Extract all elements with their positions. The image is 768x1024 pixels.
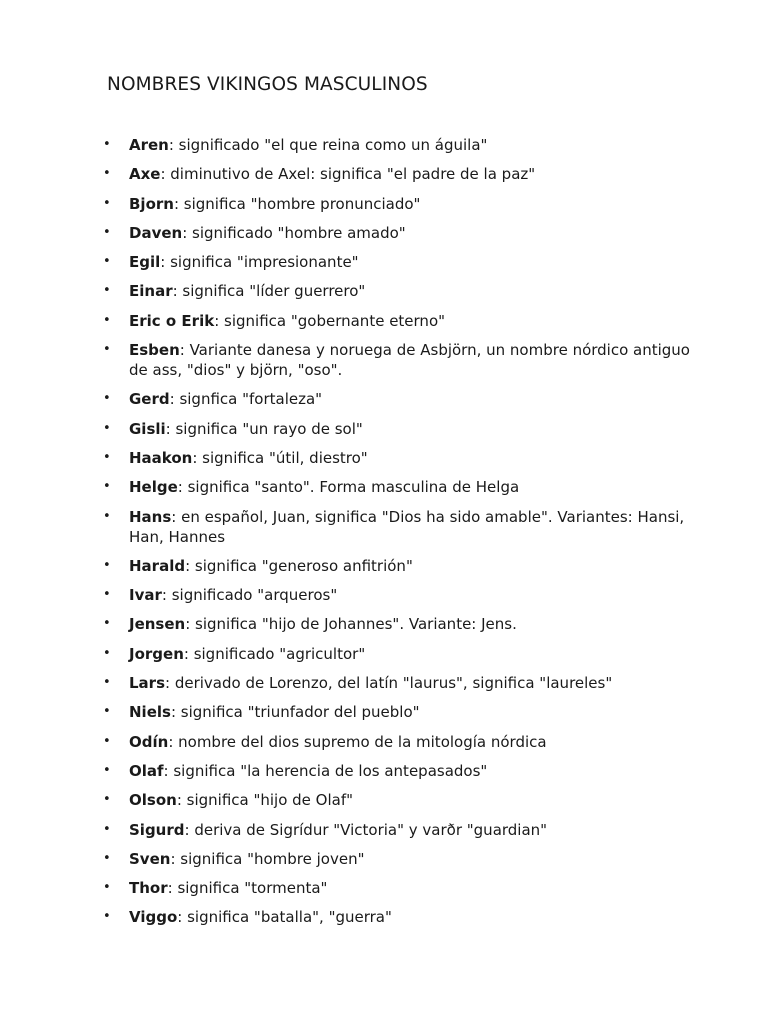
name-term: Olson	[129, 791, 177, 810]
bullet-icon: •	[103, 587, 111, 603]
list-item	[0, 820, 700, 840]
name-meaning: : significa "batalla", "guerra"	[177, 908, 392, 927]
name-meaning: : significa "hombre pronunciado"	[173, 194, 421, 213]
list-item	[0, 164, 700, 184]
name-term: Gerd	[129, 390, 170, 409]
list-item	[0, 340, 700, 380]
list-item	[0, 614, 700, 634]
bullet-icon: •	[103, 391, 111, 407]
list-item	[0, 252, 700, 272]
name-term: Harald	[129, 556, 186, 575]
name-meaning: : deriva de Sigrídur "Victoria" y varðr "guardian"	[184, 820, 548, 839]
name-meaning: : significa "un rayo de sol"	[165, 419, 363, 438]
name-meaning: : significa "gobernante eterno"	[214, 311, 446, 330]
name-meaning: : diminutivo de Axel: significa "el padre de la paz"	[160, 165, 536, 184]
name-meaning: : significa "líder guerrero"	[172, 282, 366, 301]
bullet-icon: •	[103, 762, 111, 778]
name-meaning: : nombre del dios supremo de la mitología nórdica	[168, 732, 547, 751]
name-meaning: : significa "la herencia de los antepasados"	[163, 761, 488, 780]
name-meaning: : significado "agricultor"	[183, 644, 366, 663]
bullet-icon: •	[103, 909, 111, 925]
name-term: Esben	[129, 341, 180, 360]
name-term: Olaf	[129, 761, 164, 780]
bullet-icon: •	[103, 821, 111, 837]
list-item	[0, 281, 700, 301]
document-title: NOMBRES VIKINGOS MASCULINOS	[107, 74, 428, 95]
bullet-icon: •	[103, 166, 111, 182]
name-term: Sven	[129, 849, 171, 868]
name-meaning: : significa "útil, diestro"	[192, 448, 368, 467]
name-meaning: : significa "impresionante"	[160, 253, 359, 272]
name-term: Bjorn	[129, 194, 174, 213]
bullet-icon: •	[103, 616, 111, 632]
bullet-icon: •	[103, 254, 111, 270]
name-meaning: : Variante danesa y noruega de Asbjörn, un nombre nórdico antiguo de ass, "dios" y björn, "oso".	[129, 341, 690, 380]
bullet-icon: •	[103, 675, 111, 691]
name-term: Hans	[129, 507, 172, 526]
name-term: Einar	[129, 282, 173, 301]
bullet-icon: •	[103, 479, 111, 495]
list-item	[0, 419, 700, 439]
bullet-icon: •	[103, 850, 111, 866]
name-meaning: : significa "tormenta"	[167, 879, 328, 898]
bullet-icon: •	[103, 449, 111, 465]
name-meaning: : significa "santo". Forma masculina de Helga	[177, 478, 520, 497]
name-term: Jensen	[129, 615, 186, 634]
name-meaning: : signfica "fortaleza"	[169, 390, 323, 409]
name-term: Sigurd	[129, 820, 185, 839]
name-term: Gisli	[129, 419, 166, 438]
name-meaning: : significado "hombre amado"	[182, 223, 406, 242]
list-item	[0, 790, 700, 810]
name-term: Egil	[129, 253, 161, 272]
list-item	[0, 878, 700, 898]
list-item	[0, 673, 700, 693]
bullet-icon: •	[103, 224, 111, 240]
list-item	[0, 907, 700, 927]
name-term: Lars	[129, 674, 166, 693]
list-item	[0, 477, 700, 497]
name-meaning: : significa "triunfador del pueblo"	[170, 703, 420, 722]
name-term: Viggo	[129, 908, 178, 927]
name-meaning: : significado "arqueros"	[161, 586, 338, 605]
name-meaning: : en español, Juan, significa "Dios ha sido amable". Variantes: Hansi, Han, Hannes	[129, 507, 685, 546]
bullet-icon: •	[103, 645, 111, 661]
bullet-icon: •	[103, 420, 111, 436]
list-item	[0, 849, 700, 869]
bullet-icon: •	[103, 312, 111, 328]
bullet-icon: •	[103, 195, 111, 211]
list-item	[0, 223, 700, 243]
name-meaning: : significa "generoso anfitrión"	[185, 556, 413, 575]
bullet-icon: •	[103, 733, 111, 749]
name-meaning: : significa "hijo de Olaf"	[176, 791, 354, 810]
list-item	[0, 585, 700, 605]
name-term: Daven	[129, 223, 183, 242]
list-item	[0, 702, 700, 722]
name-meaning: : significa "hombre joven"	[170, 849, 365, 868]
list-item	[0, 194, 700, 214]
bullet-icon: •	[103, 342, 111, 358]
list-item	[0, 135, 700, 155]
name-term: Eric o Erik	[129, 311, 215, 330]
bullet-icon: •	[103, 557, 111, 573]
list-item	[0, 556, 700, 576]
list-item	[0, 448, 700, 468]
bullet-icon: •	[103, 508, 111, 524]
name-term: Odín	[129, 732, 169, 751]
name-list	[0, 135, 700, 937]
name-term: Ivar	[129, 586, 162, 605]
list-item	[0, 311, 700, 331]
list-item	[0, 732, 700, 752]
name-term: Axe	[129, 165, 161, 184]
name-term: Jorgen	[129, 644, 184, 663]
name-meaning: : significa "hijo de Johannes". Variante: Jens.	[185, 615, 517, 634]
list-item	[0, 644, 700, 664]
bullet-icon: •	[103, 283, 111, 299]
bullet-icon: •	[103, 704, 111, 720]
name-meaning: : significado "el que reina como un águila"	[168, 136, 488, 154]
list-item	[0, 761, 700, 781]
list-item	[0, 507, 700, 547]
bullet-icon: •	[103, 137, 111, 152]
name-term: Aren	[129, 136, 169, 154]
bullet-icon: •	[103, 880, 111, 896]
name-term: Niels	[129, 703, 171, 722]
bullet-icon: •	[103, 792, 111, 808]
name-term: Thor	[129, 879, 168, 898]
name-term: Helge	[129, 478, 178, 497]
list-item	[0, 389, 700, 409]
name-term: Haakon	[129, 448, 193, 467]
name-meaning: : derivado de Lorenzo, del latín "laurus", significa "laureles"	[165, 674, 613, 693]
